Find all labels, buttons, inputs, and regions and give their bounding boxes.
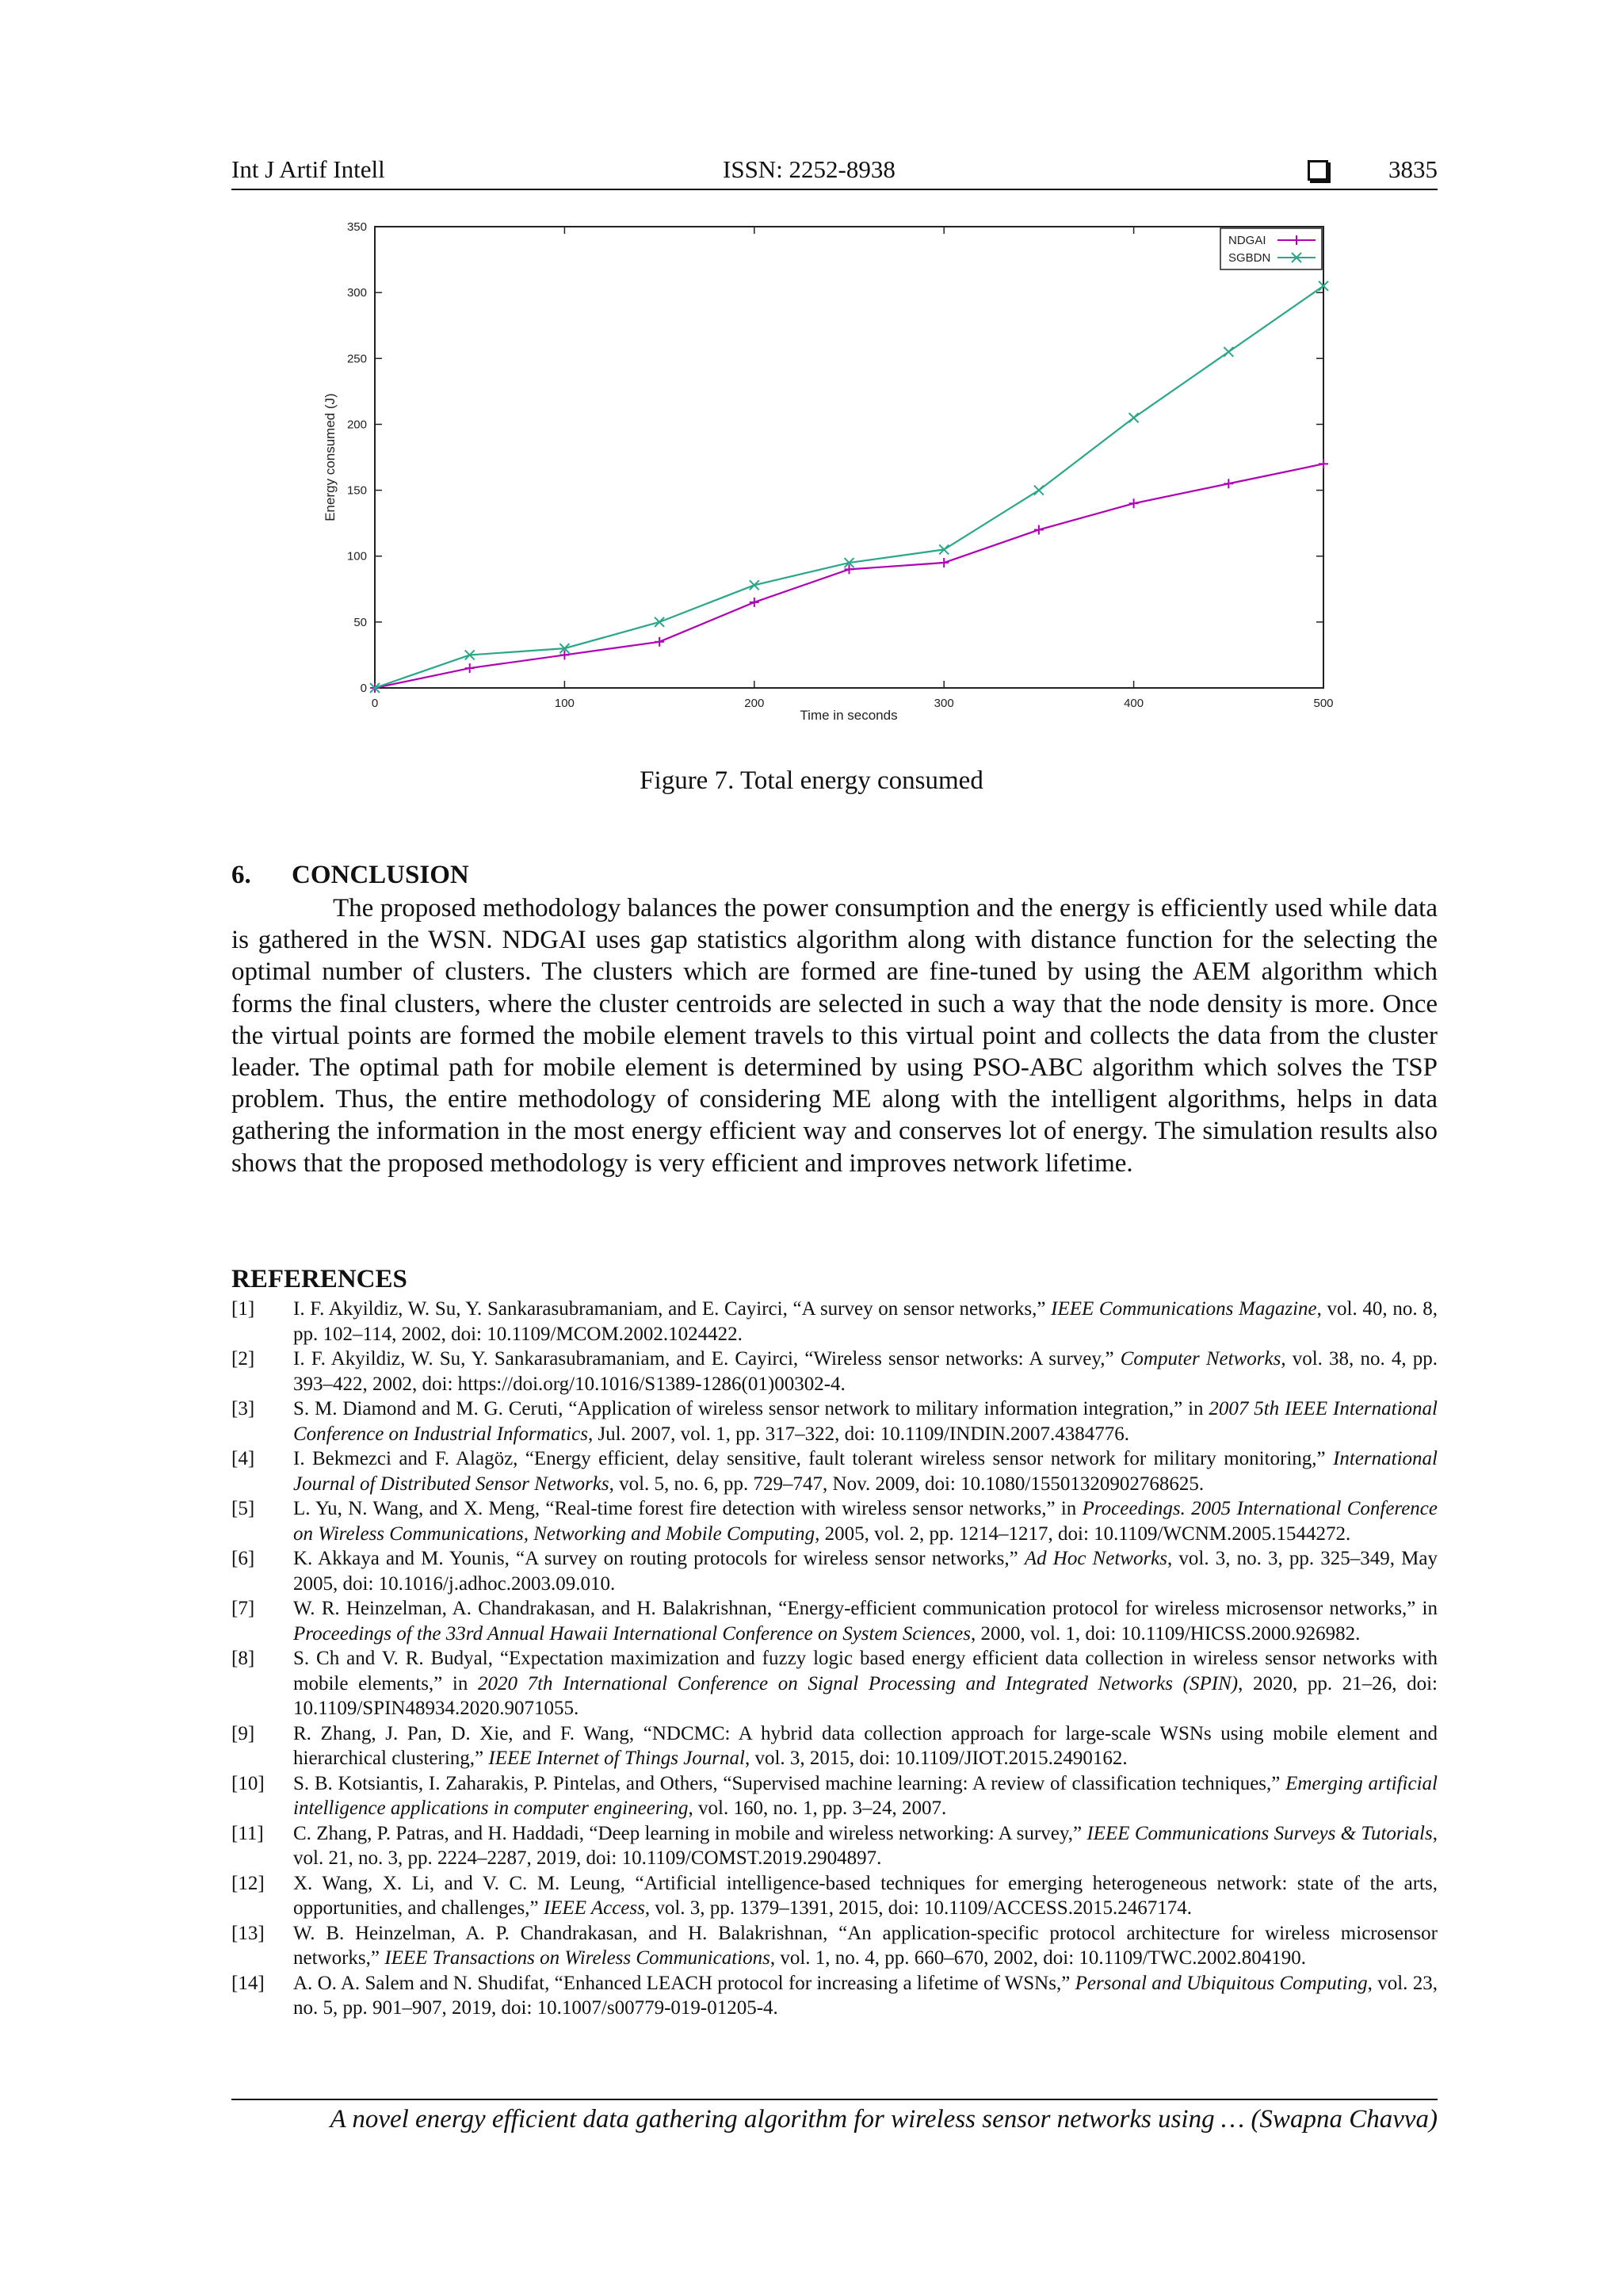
reference-venue: IEEE Transactions on Wireless Communications — [384, 1947, 770, 1969]
reference-venue: International Journal of Distributed Sensor Networks — [293, 1448, 1438, 1495]
data-point-ndgai — [465, 663, 475, 673]
footer-rule — [231, 2099, 1438, 2100]
reference-text: S. M. Diamond and M. G. Ceruti, “Application of wireless sensor network to military information integration,” in — [293, 1398, 1209, 1419]
reference-venue: IEEE Communications Magazine — [1051, 1298, 1317, 1320]
data-point-ndgai — [655, 637, 664, 647]
data-point-ndgai — [939, 558, 949, 567]
x-tick-label: 200 — [744, 697, 765, 710]
reference-text: R. Zhang, J. Pan, D. Xie, and F. Wang, “NDCMC: A hybrid data collection approach for large-scale WSNs using mobile element and hierarchical clustering,” — [293, 1722, 1438, 1769]
figure-caption: Figure 7. Total energy consumed — [640, 766, 983, 795]
reference-list — [231, 1297, 1438, 2021]
reference-text: W. B. Heinzelman, A. P. Chandrakasan, and H. Balakrishnan, “An application-specific protocol architecture for wireless microsensor networks,” — [293, 1922, 1438, 1969]
y-tick-label: 300 — [346, 286, 367, 300]
reference-number: [7] — [231, 1598, 255, 1619]
reference-item — [231, 1771, 1438, 1821]
y-tick-label: 50 — [353, 615, 367, 629]
reference-venue: Computer Networks — [1120, 1348, 1281, 1370]
reference-details: , vol. 1, no. 4, pp. 660–670, 2002, doi: 10.1109/TWC.2002.804190. — [769, 1947, 1306, 1969]
reference-number: [10] — [231, 1772, 265, 1794]
x-axis-ticks — [372, 227, 1334, 710]
reference-number: [12] — [231, 1872, 265, 1894]
y-tick-label: 0 — [360, 682, 367, 695]
reference-item — [231, 1921, 1438, 1971]
reference-details: , vol. 3, 2015, doi: 10.1109/JIOT.2015.2490162. — [744, 1748, 1128, 1769]
reference-details: , vol. 3, pp. 1379–1391, 2015, doi: 10.1109/ACCESS.2015.2467174. — [644, 1897, 1192, 1919]
reference-item — [231, 1971, 1438, 2021]
reference-text: L. Yu, N. Wang, and X. Meng, “Real-time forest fire detection with wireless sensor networks,” in — [293, 1498, 1083, 1519]
reference-item — [231, 1496, 1438, 1546]
y-axis-ticks — [347, 220, 1323, 695]
running-footer: A novel energy efficient data gathering algorithm for wireless sensor networks using … (Swapna Chavva) — [330, 2105, 1438, 2134]
reference-text: C. Zhang, P. Patras, and H. Haddadi, “Deep learning in mobile and wireless networking: A survey,” — [293, 1822, 1087, 1844]
reference-item — [231, 1396, 1438, 1446]
reference-venue: Ad Hoc Networks — [1024, 1548, 1168, 1569]
data-point-sgbdn — [655, 617, 664, 627]
journal-name: Int J Artif Intell — [231, 155, 385, 183]
reference-text: S. B. Kotsiantis, I. Zaharakis, P. Pintelas, and Others, “Supervised machine learning: A review of classification techniques,” — [293, 1772, 1286, 1794]
reference-venue: 2007 5th IEEE International Conference on Industrial Informatics — [293, 1398, 1438, 1445]
y-tick-label: 200 — [346, 418, 367, 432]
references-heading: REFERENCES — [231, 1265, 407, 1293]
reference-details: 2005, vol. 2, pp. 1214–1217, doi: 10.1109/WCNM.2005.1544272. — [819, 1522, 1351, 1545]
legend-label-ndgai: NDGAI — [1228, 234, 1266, 247]
x-axis-label: Time in seconds — [800, 708, 898, 723]
reference-details: , vol. 160, no. 1, pp. 3–24, 2007. — [688, 1797, 947, 1819]
chart-svg — [317, 212, 1347, 739]
section-title: CONCLUSION — [292, 861, 469, 889]
issn: ISSN: 2252-8938 — [723, 155, 896, 183]
reference-details: , vol. 38, no. 4, pp. 393–422, 2002, doi: https://doi.org/10.1016/S1389-1286(01)00302-4. — [293, 1348, 1438, 1395]
series-layer — [370, 281, 1328, 693]
reference-venue: IEEE Access — [543, 1897, 645, 1919]
reference-number: [9] — [231, 1722, 255, 1744]
section-number: 6. — [231, 861, 251, 889]
reference-item — [231, 1821, 1438, 1871]
reference-venue: Proceedings. 2005 International Conference on Wireless Communications, Networking and Mobile Computing, — [293, 1498, 1438, 1545]
reference-text: S. Ch and V. R. Budyal, “Expectation maximization and fuzzy logic based energy efficient data collection in wireless sensor networks with mobile elements,” in — [293, 1648, 1438, 1694]
reference-venue: IEEE Internet of Things Journal — [488, 1748, 745, 1769]
reference-venue: Personal and Ubiquitous Computing — [1075, 1972, 1368, 1994]
square-icon — [1308, 160, 1328, 181]
reference-details: , vol. 21, no. 3, pp. 2224–2287, 2019, doi: 10.1109/COMST.2019.2904897. — [293, 1822, 1438, 1869]
reference-venue: 2020 7th International Conference on Signal Processing and Integrated Networks (SPIN) — [477, 1672, 1239, 1694]
reference-text: X. Wang, X. Li, and V. C. M. Leung, “Artificial intelligence-based techniques for emerging heterogeneous network: state of the arts, opportunities, and challenges,” — [293, 1872, 1438, 1919]
reference-number: [13] — [231, 1922, 265, 1944]
reference-number: [1] — [231, 1298, 255, 1320]
x-tick-label: 300 — [934, 697, 954, 710]
page-header — [231, 155, 1438, 189]
reference-item — [231, 1721, 1438, 1771]
data-point-ndgai — [1129, 499, 1139, 508]
reference-item — [231, 1546, 1438, 1596]
energy-chart — [317, 212, 1347, 739]
data-point-ndgai — [1224, 479, 1233, 488]
x-tick-label: 100 — [554, 697, 575, 710]
reference-number: [14] — [231, 1972, 265, 1994]
reference-text: I. F. Akyildiz, W. Su, Y. Sankarasubramaniam, and E. Cayirci, “Wireless sensor networks: A survey,” — [293, 1348, 1121, 1370]
y-tick-label: 250 — [346, 352, 367, 366]
reference-item — [231, 1347, 1438, 1396]
reference-details: , vol. 40, no. 8, pp. 102–114, 2002, doi: 10.1109/MCOM.2002.1024422. — [293, 1298, 1438, 1345]
reference-text: I. F. Akyildiz, W. Su, Y. Sankarasubramaniam, and E. Cayirci, “A survey on sensor networks,” — [293, 1298, 1052, 1320]
reference-number: [3] — [231, 1398, 255, 1419]
series-line-sgbdn — [375, 286, 1323, 688]
data-point-ndgai — [750, 598, 759, 607]
page-number: 3835 — [1388, 155, 1438, 183]
data-point-sgbdn — [1129, 413, 1139, 422]
x-tick-label: 500 — [1313, 697, 1334, 710]
reference-number: [2] — [231, 1348, 255, 1370]
y-axis-label: Energy consumed (J) — [323, 393, 338, 521]
reference-venue: Emerging artificial intelligence applications in computer engineering — [293, 1772, 1438, 1819]
reference-number: [5] — [231, 1498, 255, 1519]
data-point-sgbdn — [1034, 486, 1044, 495]
y-tick-label: 350 — [346, 220, 367, 234]
reference-item — [231, 1871, 1438, 1921]
reference-details: , vol. 5, no. 6, pp. 729–747, Nov. 2009, doi: 10.1080/15501320902768625. — [609, 1473, 1205, 1495]
conclusion-heading — [231, 861, 469, 890]
reference-details: , vol. 3, no. 3, pp. 325–349, May 2005, doi: 10.1016/j.adhoc.2003.09.010. — [293, 1548, 1438, 1595]
header-rule — [231, 189, 1438, 190]
plot-frame — [375, 227, 1323, 688]
reference-number: [6] — [231, 1548, 255, 1569]
legend — [1220, 228, 1322, 269]
reference-details: , 2020, pp. 21–26, doi: 10.1109/SPIN48934.2020.9071055. — [293, 1672, 1438, 1719]
legend-label-sgbdn: SGBDN — [1228, 251, 1271, 265]
reference-item — [231, 1446, 1438, 1496]
reference-venue: IEEE Communications Surveys & Tutorials — [1086, 1822, 1433, 1844]
reference-text: I. Bekmezci and F. Alagöz, “Energy efficient, delay sensitive, fault tolerant wireless sensor network for military monitoring,” — [293, 1448, 1334, 1469]
y-tick-label: 150 — [346, 483, 367, 498]
x-tick-label: 0 — [371, 697, 379, 710]
reference-item — [231, 1596, 1438, 1646]
series-line-ndgai — [375, 464, 1323, 688]
reference-number: [8] — [231, 1648, 255, 1669]
reference-details: , Jul. 2007, vol. 1, pp. 317–322, doi: 10.1109/INDIN.2007.4384776. — [587, 1423, 1130, 1445]
reference-number: [4] — [231, 1448, 255, 1469]
reference-text: K. Akkaya and M. Younis, “A survey on routing protocols for wireless sensor networks,” — [293, 1548, 1025, 1569]
data-point-sgbdn — [1224, 347, 1233, 357]
reference-text: W. R. Heinzelman, A. Chandrakasan, and H. Balakrishnan, “Energy-efficient communication protocol for wireless microsensor networks,” in — [293, 1598, 1438, 1619]
reference-venue: Proceedings of the 33rd Annual Hawaii International Conference on System Sciences — [293, 1622, 971, 1645]
reference-item — [231, 1297, 1438, 1347]
x-tick-label: 400 — [1124, 697, 1144, 710]
data-point-ndgai — [1319, 459, 1328, 468]
reference-details: , 2000, vol. 1, doi: 10.1109/HICSS.2000.926982. — [970, 1622, 1361, 1645]
reference-details: , vol. 23, no. 5, pp. 901–907, 2019, doi: 10.1007/s00779-019-01205-4. — [293, 1972, 1438, 2019]
data-point-ndgai — [1034, 525, 1044, 534]
reference-text: A. O. A. Salem and N. Shudifat, “Enhanced LEACH protocol for increasing a lifetime of WSNs,” — [293, 1972, 1075, 1994]
y-tick-label: 100 — [346, 549, 367, 563]
conclusion-paragraph: The proposed methodology balances the power consumption and the energy is efficiently used while data is gathered in the WSN. NDGAI uses gap statistics algorithm along with distance function for the selecting the optimal number of clusters. The clusters which are formed are fine-tuned by using the AEM algorithm which forms the final clusters, where the cluster centroids are selected in such a way that the node density is more. Once the virtual points are formed the mobile element travels to this virtual point and collects the data from the cluster leader. The optimal path for mobile element is determined by using PSO-ABC algorithm which solves the TSP problem. Thus, the entire methodology of considering ME along with the intelligent algorithms, helps in data gathering the information in the most energy efficient way and conserves lot of energy. The simulation results also shows that the proposed methodology is very efficient and improves network lifetime. — [231, 894, 1438, 1178]
reference-number: [11] — [231, 1822, 264, 1844]
reference-item — [231, 1646, 1438, 1721]
